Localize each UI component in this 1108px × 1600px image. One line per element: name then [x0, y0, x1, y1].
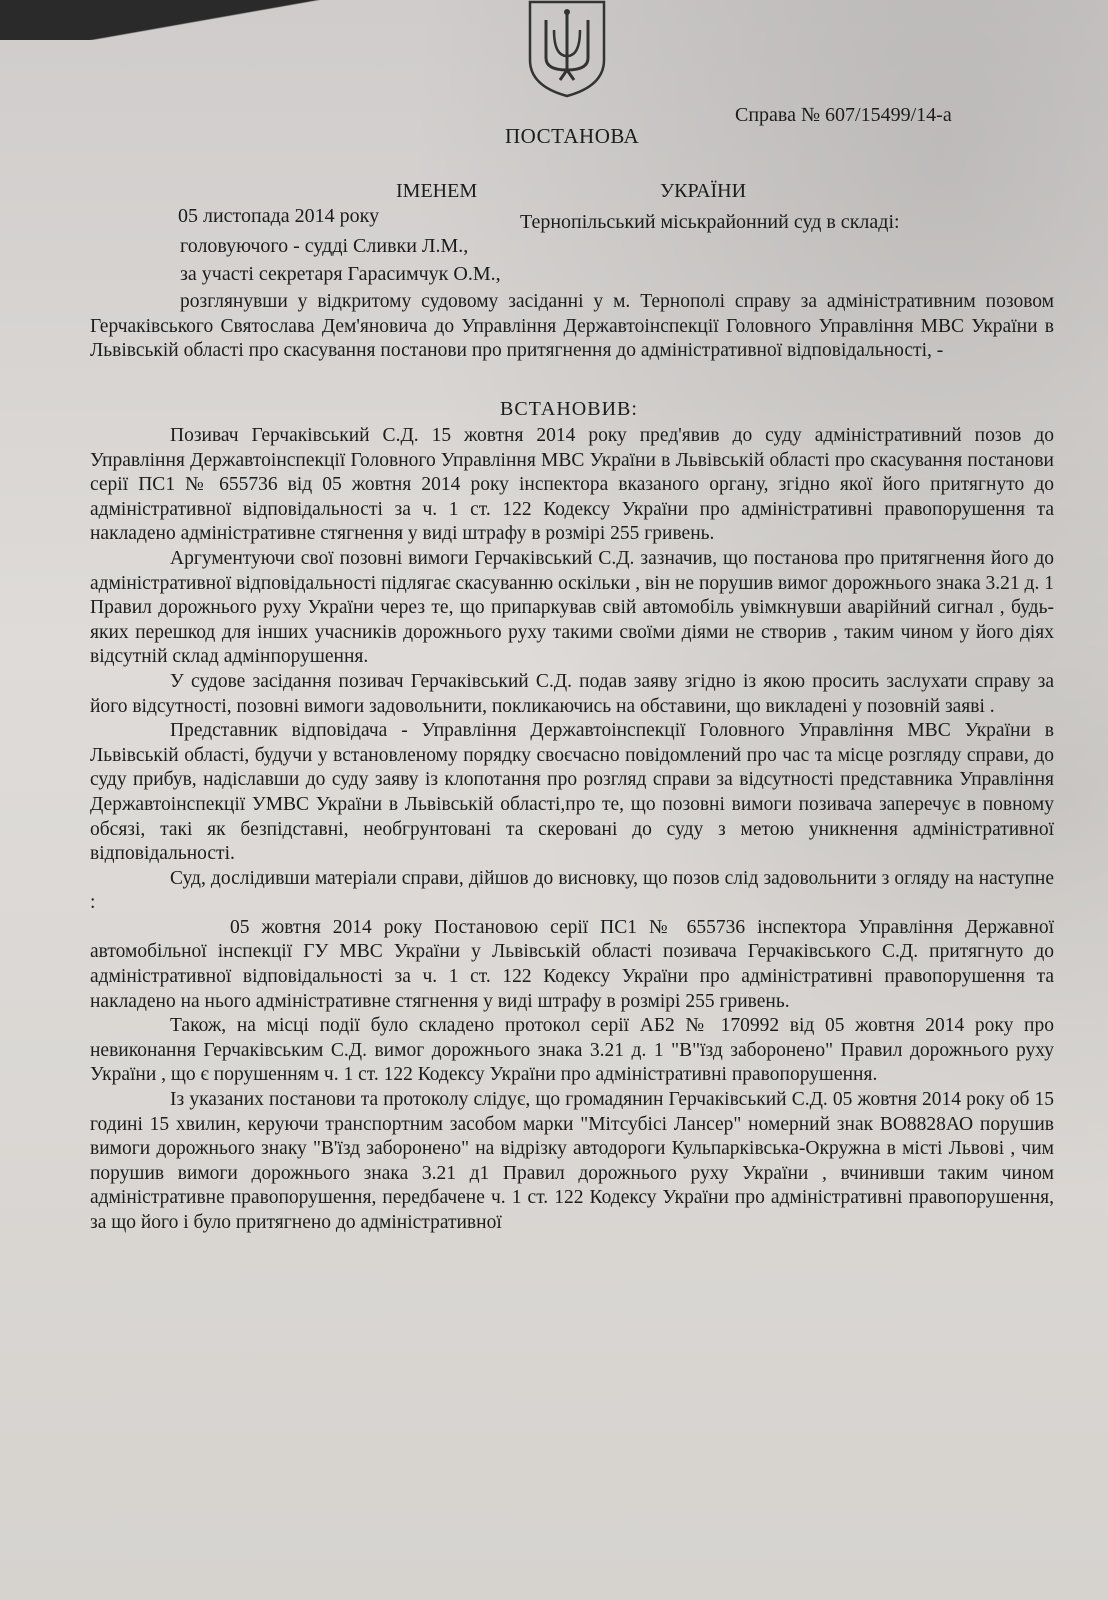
- decision-date: 05 листопада 2014 року: [178, 205, 380, 227]
- heading-ukraine: УКРАЇНИ: [660, 180, 747, 202]
- paragraph: 05 жовтня 2014 року Постановою серії ПС1 № 655736 інспектора Управління Державної автомобільної інспекції ГУ МВС України у Львівській області позивача Герчаківського С.Д. притягнуто до адміністративної відповідальності за ч. 1 ст. 122 Кодексу України про адміністративні правопорушення та накладено на нього адміністративне стягнення у виді штрафу в розмірі 255 гривень.: [90, 916, 1054, 1012]
- court-secretary: за участі секретаря Гарасимчук О.М.,: [180, 263, 501, 285]
- paragraph: Із указаних постанови та протоколу слідує, що громадянин Герчаківський С.Д. 05 жовтня 2014 року об 15 годині 15 хвилин, керуючи транспортним засобом марки "Мітсубісі Лансер" номерний знак ВО8828АО порушив вимоги дорожнього знаку "В'їзд заборонено" на відрізку автодороги Кульпарківська-Окружна в місті Львові , чим порушив вимоги дорожнього знака 3.21 д1 Правил дорожнього руху України , вчинивши таким чином адміністративне правопорушення, передбачене ч. 1 ст. 122 Кодексу України про адміністративні правопорушення, за що його і було притягнено до адміністративної: [90, 1089, 1054, 1233]
- paragraph: Також, на місці події було складено протокол серії АБ2 № 170992 від 05 жовтня 2014 року про невиконання Герчаківським С.Д. вимог дорожнього знака 3.21 д. 1 "В"їзд заборонено" Правил дорожнього руху України , що є порушенням ч. 1 ст. 122 Кодексу України про адміністративні правопорушення.: [90, 1015, 1054, 1086]
- presiding-judge: головуючого - судді Сливки Л.М.,: [180, 235, 469, 257]
- paragraph: Позивач Герчаківський С.Д. 15 жовтня 2014 року пред'явив до суду адміністративний позов до Управління Державтоінспекції Головного Управління МВС України в Львівській області про скасування постанови серії ПС1 № 655736 від 05 жовтня 2014 року інспектора вказаного органу, згідно якої його притягнуто до адміністративної відповідальності за ч. 1 ст. 122 Кодексу України про адміністративні правопорушення та накладено адміністративне стягнення у виді штрафу в розмірі 255 гривень.: [90, 425, 1054, 545]
- document-title: ПОСТАНОВА: [505, 124, 640, 148]
- case-number: Справа № 607/15499/14-а: [735, 104, 952, 126]
- trident-emblem-icon: [524, 0, 610, 98]
- section-title: ВСТАНОВИВ:: [500, 398, 638, 420]
- paragraph: У судове засідання позивач Герчаківський С.Д. подав заяву згідно із якою просить заслухати справу за його відсутності, позовні вимоги задовольнити, покликаючись на обставини, що викладені у позовній заяві .: [90, 670, 1054, 717]
- intro-paragraph: розглянувши у відкритому судовому засіданні у м. Тернополі справу за адміністративним позовом Герчаківського Святослава Дем'яновича до Управління Державтоінспекції Головного Управління МВС України в Львівській області про скасування постанови про притягнення до адміністративної відповідальності, -: [90, 291, 1054, 362]
- paragraph: Представник відповідача - Управління Державтоінспекції Головного Управління МВС України в Львівській області, будучи у встановленому порядку своєчасно повідомлений про час та місце розгляду справи, до суду прибув, надіславши до суду заяву із клопотання про розгляд справи за відсутності представника Управління Державтоінспекції УМВС України в Львівській області,про те, що позовні вимоги позивача заперечує в повному обсязі, такі як безпідставні, необгрунтовані та скеровані до суду з метою уникнення адміністративної відповідальності.: [90, 720, 1054, 865]
- court-composition: Тернопільський міськрайонний суд в складі:: [520, 211, 900, 233]
- intro-block: [90, 290, 1054, 364]
- heading-in-name: ІМЕНЕМ: [396, 180, 478, 202]
- paragraph: Суд, дослідивши матеріали справи, дійшов до висновку, що позов слід задовольнити з огляду на наступне :: [90, 867, 1054, 914]
- photo-background-corner: [0, 0, 560, 40]
- body-text: [90, 424, 1054, 1236]
- paragraph: Аргументуючи свої позовні вимоги Герчаківський С.Д. зазначив, що постанова про притягнення його до адміністративної відповідальності підлягає скасуванню оскільки , він не порушив вимог дорожнього знака 3.21 д. 1 Правил дорожнього руху України через те, що припаркував свій автомобіль увімкнувши аварійний сигнал , будь-яких перешкод для інших учасників дорожнього руху такими своїми діями не створив , таким чином у його діях відсутній склад адмінпорушення.: [90, 547, 1054, 668]
